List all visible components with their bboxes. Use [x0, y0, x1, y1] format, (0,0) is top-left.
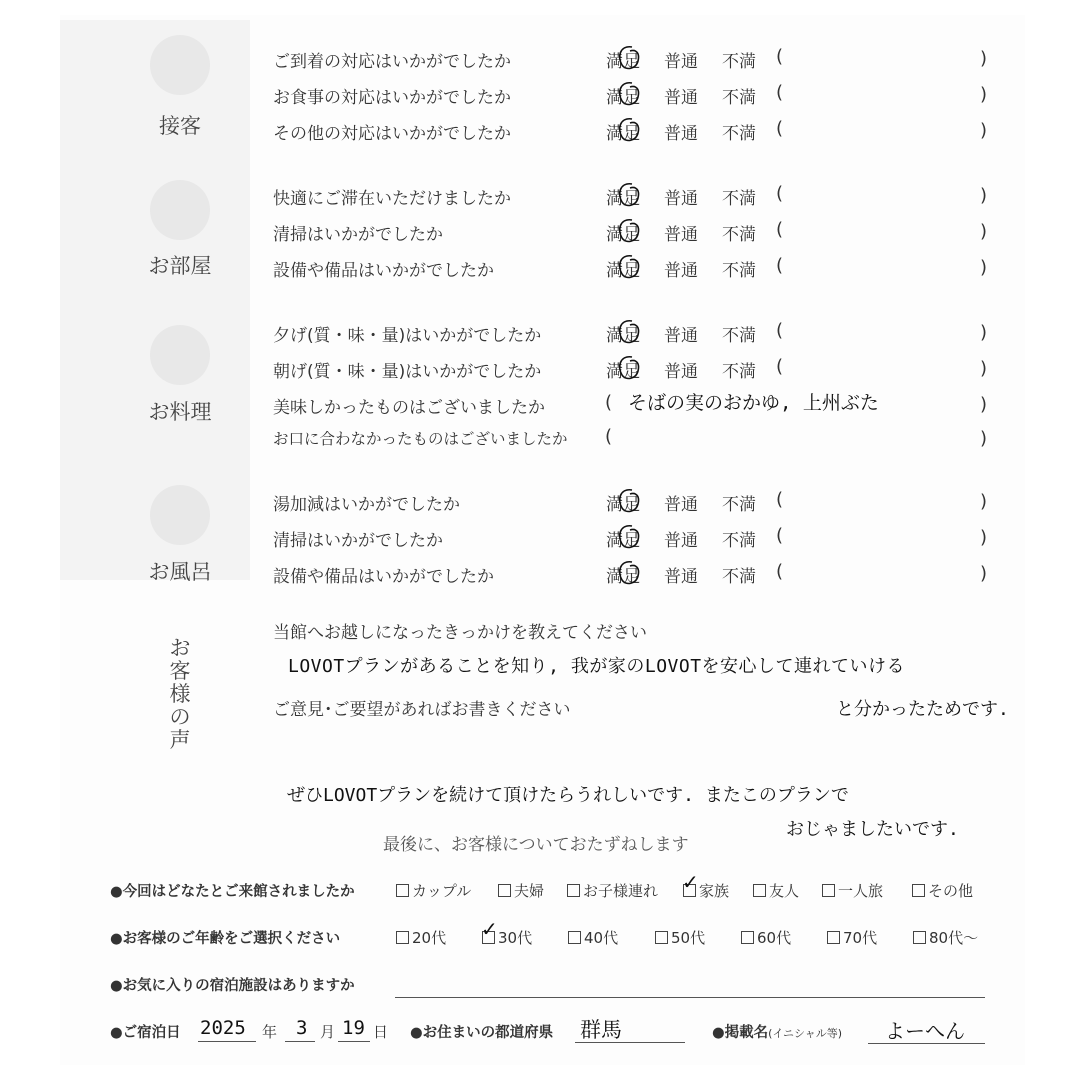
check-mark-icon: ✓ — [682, 870, 699, 894]
option-normal[interactable]: 普通 — [664, 567, 698, 587]
selected-mark — [614, 216, 644, 246]
handwritten-opinion-1: ぜひLOVOTプランを続けて頂けたらうれしいです. またこのプランで — [287, 785, 849, 806]
option-dissatisfied[interactable]: 不満 — [722, 567, 756, 587]
companion-choice-label: 家族 — [699, 882, 730, 900]
prefecture-label: ●お住まいの都道府県 — [410, 1025, 554, 1041]
paren-close: ) — [980, 428, 988, 449]
option-satisfied[interactable]: 満足 — [606, 124, 640, 144]
paren-open: ( — [776, 356, 784, 377]
selected-mark — [614, 115, 644, 145]
paren-open: ( — [605, 392, 613, 413]
paren-close: ) — [980, 48, 988, 69]
companion-choice-label: 夫婦 — [514, 882, 545, 900]
paren-close: ) — [980, 358, 988, 379]
option-satisfied[interactable]: 満足 — [606, 531, 640, 551]
age-choice-label: 60代 — [757, 929, 792, 947]
age-choice-label: 20代 — [412, 929, 447, 947]
favorite-answer-line — [395, 997, 985, 998]
age-question: ●お客様のご年齢をご選択ください — [110, 931, 341, 947]
age-choice-label: 80代〜 — [929, 929, 979, 947]
companion-choice[interactable] — [396, 880, 471, 901]
companion-choice-label: その他 — [928, 882, 974, 900]
check-mark-icon: ✓ — [481, 917, 498, 941]
paren-open: ( — [776, 561, 784, 582]
age-choice[interactable] — [827, 927, 877, 948]
handwritten-opinion-2: おじゃましたいです. — [786, 819, 959, 840]
handwritten-reason-2: と分かったためです. — [836, 699, 1009, 720]
stay-month-line — [285, 1041, 315, 1042]
option-normal[interactable]: 普通 — [664, 225, 698, 245]
stay-month: 3 — [296, 1017, 308, 1039]
option-dissatisfied[interactable]: 不満 — [722, 362, 756, 382]
companion-choice-label: 一人旅 — [838, 882, 884, 900]
checkbox[interactable] — [753, 884, 766, 897]
option-satisfied[interactable]: 満足 — [606, 362, 640, 382]
handwritten-reason-1: LOVOTプランがあることを知り, 我が家のLOVOTを安心して連れていける — [288, 656, 906, 677]
selected-mark — [614, 43, 644, 73]
age-choice[interactable] — [741, 927, 791, 948]
option-satisfied[interactable]: 満足 — [606, 52, 640, 72]
paren-open: ( — [776, 82, 784, 103]
companion-choice[interactable] — [822, 880, 883, 901]
question-tasty: 美味しかったものはございましたか — [273, 398, 545, 418]
prompt-final: 最後に、お客様についておたずねします — [383, 835, 689, 855]
option-normal[interactable]: 普通 — [664, 189, 698, 209]
selected-mark — [614, 79, 644, 109]
question-label: 清掃はいかがでしたか — [273, 225, 443, 245]
paren-open: ( — [776, 255, 784, 276]
selected-mark — [614, 353, 644, 383]
option-satisfied[interactable]: 満足 — [606, 88, 640, 108]
prompt-opinion: ご意見･ご要望があればお書きください — [273, 700, 571, 720]
paren-close: ) — [980, 185, 988, 206]
paren-open: ( — [776, 118, 784, 139]
checkbox[interactable] — [912, 884, 925, 897]
companion-choice[interactable] — [753, 880, 799, 901]
age-choice-label: 70代 — [843, 929, 878, 947]
question-label: 快適にご滞在いただけましたか — [273, 189, 511, 209]
question-label: ご到着の対応はいかがでしたか — [273, 52, 511, 72]
checkbox[interactable] — [827, 931, 840, 944]
category-voice: お客様の声 — [169, 636, 191, 752]
option-normal[interactable]: 普通 — [664, 52, 698, 72]
companion-question: ●今回はどなたとご来館されましたか — [110, 884, 355, 900]
option-satisfied[interactable]: 満足 — [606, 495, 640, 515]
companion-choice[interactable] — [498, 880, 544, 901]
category-circle — [150, 485, 210, 545]
category-room: お部屋 — [148, 254, 212, 278]
paren-open: ( — [605, 426, 613, 447]
age-choice[interactable] — [568, 927, 618, 948]
option-normal[interactable]: 普通 — [664, 531, 698, 551]
paren-close: ) — [980, 394, 988, 415]
prefecture-value: 群馬 — [580, 1018, 622, 1042]
paren-close: ) — [980, 84, 988, 105]
age-choice[interactable] — [655, 927, 705, 948]
checkbox[interactable] — [567, 884, 580, 897]
companion-choice[interactable] — [567, 880, 658, 901]
selected-mark — [614, 558, 644, 588]
option-satisfied[interactable]: 満足 — [606, 326, 640, 346]
category-circle — [150, 180, 210, 240]
stay-day-unit: 日 — [373, 1023, 389, 1041]
category-circle — [150, 325, 210, 385]
paren-close: ) — [980, 527, 988, 548]
option-dissatisfied[interactable]: 不満 — [722, 124, 756, 144]
paren-close: ) — [980, 563, 988, 584]
stay-month-unit: 月 — [320, 1023, 336, 1041]
question-label: その他の対応はいかがでしたか — [273, 124, 511, 144]
paren-close: ) — [980, 257, 988, 278]
question-label: 湯加減はいかがでしたか — [273, 495, 460, 515]
listing-name-line — [868, 1043, 985, 1044]
checkbox[interactable] — [913, 931, 926, 944]
option-normal[interactable]: 普通 — [664, 326, 698, 346]
listing-name-label: ●掲載名(イニシャル等) — [712, 1025, 843, 1041]
option-satisfied[interactable]: 満足 — [606, 225, 640, 245]
option-normal[interactable]: 普通 — [664, 88, 698, 108]
prefecture-line — [575, 1042, 685, 1043]
question-label: 朝げ(質・味・量)はいかがでしたか — [273, 362, 542, 382]
paren-close: ) — [980, 322, 988, 343]
checkbox[interactable] — [822, 884, 835, 897]
age-choice-label: 50代 — [671, 929, 706, 947]
paren-open: ( — [776, 219, 784, 240]
checkbox[interactable] — [396, 884, 409, 897]
option-dissatisfied[interactable]: 不満 — [722, 495, 756, 515]
stay-day-line — [338, 1041, 370, 1042]
option-satisfied[interactable]: 満足 — [606, 189, 640, 209]
selected-mark — [614, 180, 644, 210]
age-choice[interactable] — [913, 927, 978, 948]
companion-choice[interactable] — [912, 880, 973, 901]
category-service: 接客 — [159, 114, 201, 138]
paren-open: ( — [776, 183, 784, 204]
option-satisfied[interactable]: 満足 — [606, 567, 640, 587]
selected-mark — [614, 317, 644, 347]
category-circle — [150, 35, 210, 95]
paren-open: ( — [776, 489, 784, 510]
listing-name-note: (イニシャル等) — [768, 1027, 843, 1040]
question-label: 清掃はいかがでしたか — [273, 531, 443, 551]
option-normal[interactable]: 普通 — [664, 495, 698, 515]
question-label: 設備や備品はいかがでしたか — [273, 261, 494, 281]
paren-open: ( — [776, 46, 784, 67]
option-dissatisfied[interactable]: 不満 — [722, 189, 756, 209]
age-choice-label: 30代 — [498, 929, 533, 947]
stay-day: 19 — [342, 1017, 365, 1039]
selected-mark — [614, 252, 644, 282]
option-dissatisfied[interactable]: 不満 — [722, 88, 756, 108]
paren-close: ) — [980, 120, 988, 141]
stay-year-line — [198, 1041, 256, 1042]
tasty-answer: そばの実のおかゆ, 上州ぶた — [628, 392, 879, 414]
checkbox[interactable] — [655, 931, 668, 944]
checkbox[interactable] — [568, 931, 581, 944]
companion-choice-label: カップル — [412, 882, 472, 900]
question-label: 夕げ(質・味・量)はいかがでしたか — [273, 326, 542, 346]
option-dissatisfied[interactable]: 不満 — [722, 225, 756, 245]
stay-year: 2025 — [200, 1017, 246, 1039]
option-normal[interactable]: 普通 — [664, 362, 698, 382]
category-cuisine: お料理 — [148, 400, 212, 424]
prompt-reason: 当館へお越しになったきっかけを教えてください — [273, 623, 647, 643]
favorite-question: ●お気に入りの宿泊施設はありますか — [110, 978, 355, 994]
option-dissatisfied[interactable]: 不満 — [722, 261, 756, 281]
option-dissatisfied[interactable]: 不満 — [722, 52, 756, 72]
age-choice[interactable] — [396, 927, 446, 948]
checkbox[interactable] — [498, 884, 511, 897]
category-bath: お風呂 — [148, 560, 212, 584]
listing-name-value: よーへん — [885, 1019, 965, 1043]
companion-choice-label: お子様連れ — [583, 882, 659, 900]
stay-year-unit: 年 — [262, 1023, 278, 1041]
selected-mark — [614, 522, 644, 552]
question-label: 設備や備品はいかがでしたか — [273, 567, 494, 587]
checkbox[interactable] — [396, 931, 409, 944]
paren-close: ) — [980, 491, 988, 512]
option-dissatisfied[interactable]: 不満 — [722, 531, 756, 551]
option-satisfied[interactable]: 満足 — [606, 261, 640, 281]
option-dissatisfied[interactable]: 不満 — [722, 326, 756, 346]
checkbox[interactable] — [741, 931, 754, 944]
option-normal[interactable]: 普通 — [664, 261, 698, 281]
selected-mark — [614, 486, 644, 516]
paren-open: ( — [776, 320, 784, 341]
paren-open: ( — [776, 525, 784, 546]
age-choice-label: 40代 — [584, 929, 619, 947]
question-label: お食事の対応はいかがでしたか — [273, 88, 511, 108]
question-not-to-taste: お口に合わなかったものはございましたか — [273, 430, 568, 448]
option-normal[interactable]: 普通 — [664, 124, 698, 144]
paren-close: ) — [980, 221, 988, 242]
stay-label: ●ご宿泊日 — [110, 1025, 181, 1041]
companion-choice-label: 友人 — [769, 882, 800, 900]
